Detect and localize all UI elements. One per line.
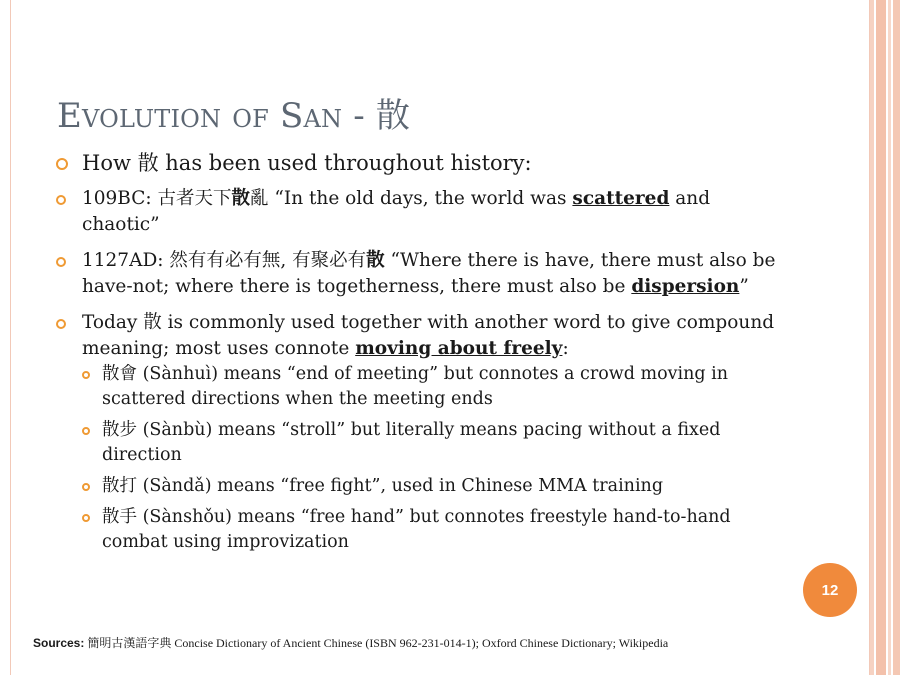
compound-list <box>82 362 776 555</box>
side-band <box>888 0 891 675</box>
item-emphasis: moving about freely <box>355 338 563 359</box>
item-emphasis: dispersion <box>631 276 740 297</box>
bullet-circle-icon <box>56 257 66 267</box>
side-band <box>893 0 900 675</box>
history-item-today <box>56 310 776 555</box>
sources-label: Sources: <box>33 636 85 650</box>
compound-text: 散打 (Sàndǎ) means “free fight”, used in Chinese MMA training <box>102 476 664 496</box>
item-text: 1127AD: 然有有必有無, 有聚必有 <box>82 250 367 271</box>
bullet-circle-icon <box>56 195 66 205</box>
side-band <box>876 0 886 675</box>
intro-text: How 散 has been used throughout history: <box>82 151 532 175</box>
side-band <box>870 0 874 675</box>
item-text: Today 散 is commonly used together with another word to give compound meaning; most uses connote <box>82 312 775 359</box>
item-text: : <box>562 338 569 359</box>
sources-text: 簡明古漢語字典 Concise Dictionary of Ancient Chinese (ISBN 962-231-014-1); Oxford Chinese Dictionary; Wikipedia <box>84 636 669 650</box>
item-text: 109BC: 古者天下 <box>82 188 232 209</box>
compound-item <box>82 505 776 555</box>
item-text: 亂 “In the old days, the world was <box>250 188 573 209</box>
compound-item <box>82 474 776 499</box>
bullet-circle-icon <box>56 319 66 329</box>
compound-item <box>82 362 776 412</box>
bullet-intro <box>56 149 776 177</box>
history-item-1127ad <box>56 248 776 300</box>
item-highlight-char: 散 <box>231 188 251 209</box>
slide-title: Evolution of San - 散 <box>57 96 411 136</box>
item-text: and chaotic” <box>82 188 711 235</box>
item-text: ” <box>739 276 749 297</box>
decorative-side-bands <box>870 0 900 675</box>
bullet-circle-icon <box>82 514 90 522</box>
bullet-circle-icon <box>82 483 90 491</box>
bullet-circle-icon <box>56 158 68 170</box>
compound-text: 散會 (Sànhuì) means “end of meeting” but connotes a crowd moving in scattered directions when the meeting ends <box>102 364 729 409</box>
compound-text: 散手 (Sànshǒu) means “free hand” but connotes freestyle hand-to-hand combat using improvization <box>102 507 731 552</box>
slide-content <box>56 149 776 565</box>
item-text: “Where there is have, there must also be have-not; where there is togetherness, there must also be <box>82 250 776 297</box>
history-item-109bc <box>56 186 776 238</box>
history-list <box>56 186 776 555</box>
sources-footer <box>33 634 813 651</box>
item-highlight-char: 散 <box>366 250 385 271</box>
bullet-circle-icon <box>82 427 90 435</box>
compound-text: 散步 (Sànbù) means “stroll” but literally means pacing without a fixed direction <box>102 420 721 465</box>
item-emphasis: scattered <box>572 188 670 209</box>
compound-item <box>82 418 776 468</box>
bullet-circle-icon <box>82 371 90 379</box>
bullet-list <box>56 149 776 177</box>
page-number-badge: 12 <box>803 563 857 617</box>
